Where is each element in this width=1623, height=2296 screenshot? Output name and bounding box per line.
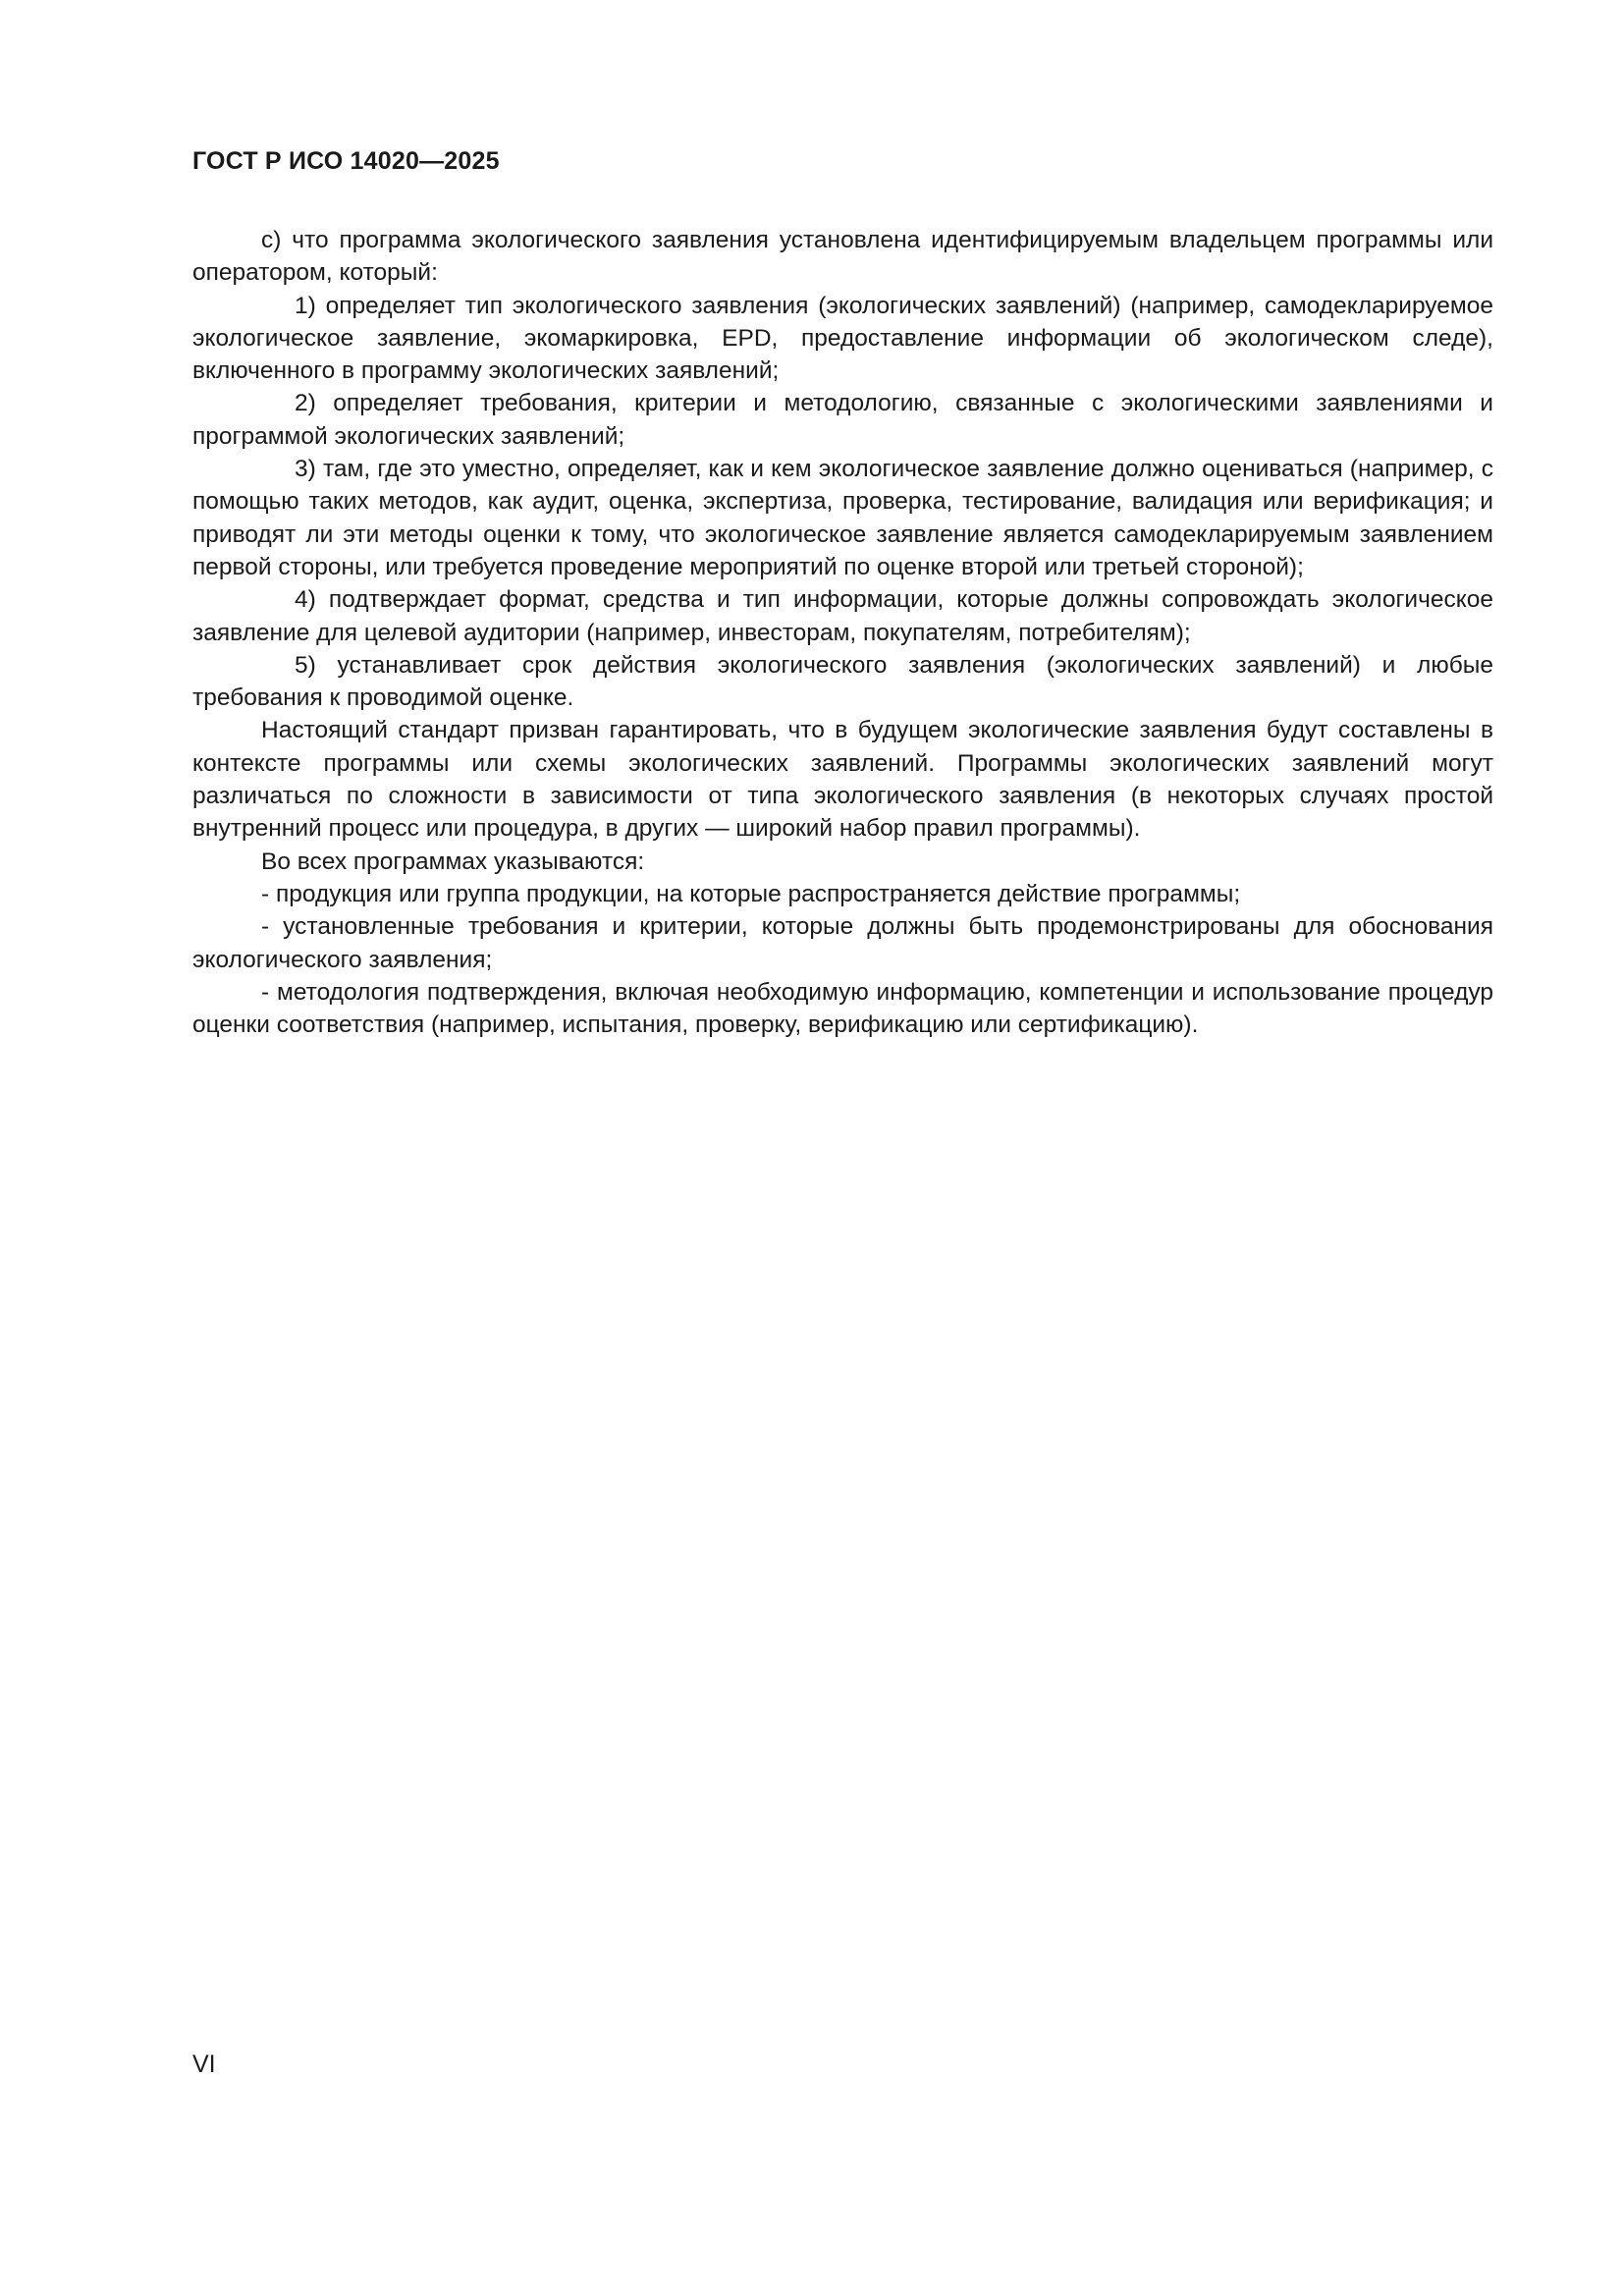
list-item-products: - продукция или группа продукции, на которые распространяется действие программы; — [261, 880, 1241, 907]
list-item-requirements: - установленные требования и критерии, которые должны быть продемонстрированы для обоснования экологического заявления; — [192, 913, 1493, 973]
paragraph-subitem-3: 3) там, где это уместно, определяет, как и кем экологическое заявление должно оцениваться (например, с помощью таких методов, как аудит, оценка, экспертиза, проверка, тестирование, валидация или верификация; и приводят ли эти методы оценки к тому, что экологическое заявление является самодекларируемым заявлением первой стороны, или требуется проведение мероприятий по оценке второй или третьей стороной); — [192, 456, 1493, 580]
paragraph-subitem-1: 1) определяет тип экологического заявления (экологических заявлений) (например, самодекларируемое экологическое заявление, экомаркировка, EPD, предоставление информации об экологическом следе), включенного в программу экологических заявлений; — [192, 292, 1493, 385]
paragraph-programs-intro: Во всех программах указываются: — [261, 847, 645, 875]
paragraph-subitem-2: 2) определяет требования, критерии и методологию, связанные с экологическими заявлениями и программой экологических заявлений; — [192, 390, 1493, 450]
paragraph-subitem-4: 4) подтверждает формат, средства и тип информации, которые должны сопровождать экологическое заявление для целевой аудитории (например, инвесторам, покупателям, потребителям); — [192, 586, 1493, 646]
paragraph-subitem-5: 5) устанавливает срок действия экологического заявления (экологических заявлений) и любые требования к проводимой оценке. — [192, 651, 1493, 712]
document-body — [192, 224, 1493, 1041]
document-header: ГОСТ Р ИСО 14020—2025 — [192, 147, 500, 175]
paragraph-standard-purpose: Настоящий стандарт призван гарантировать, что в будущем экологические заявления будут составлены в контексте программы или схемы экологических заявлений. Программы экологических заявлений могут различаться по сложности в зависимости от типа экологического заявления (в некоторых случаях простой внутренний процесс или процедура, в других — широкий набор правил программы). — [192, 717, 1493, 843]
list-item-methodology: - методология подтверждения, включая необходимую информацию, компетенции и использование процедур оценки соответствия (например, испытания, проверку, верификацию или сертификацию). — [192, 978, 1493, 1039]
page-number: VI — [192, 2050, 216, 2078]
paragraph-item-c: c) что программа экологического заявления установлена идентифицируемым владельцем программы или оператором, который: — [192, 227, 1493, 287]
